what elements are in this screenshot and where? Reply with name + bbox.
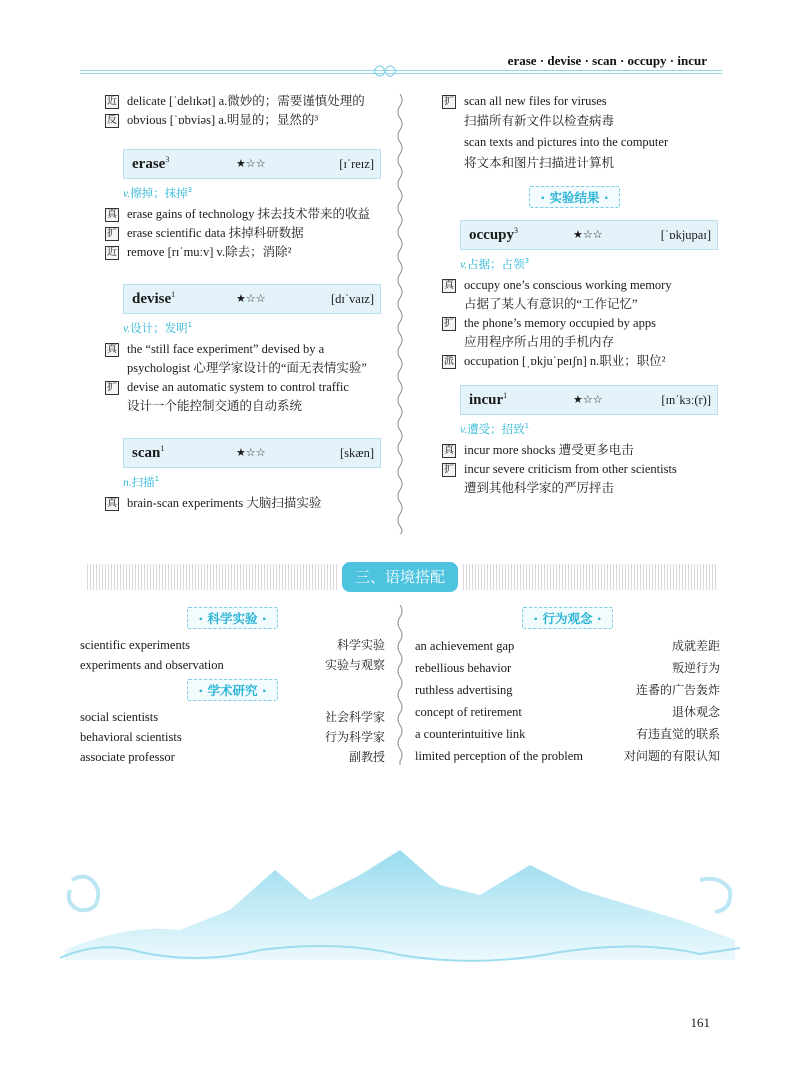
collocation-row: an achievement gap 成就差距	[415, 639, 720, 653]
word-box-occupy	[460, 220, 718, 250]
subhead-academic-research: · 学术研究 ·	[187, 679, 277, 701]
knot-ornament-icon	[372, 63, 398, 79]
phonetic: [ɪˈreɪz]	[339, 157, 374, 171]
header-rule	[80, 70, 722, 73]
collocation-row: a counterintuitive link 有违直觉的联系	[415, 727, 720, 741]
collocation-row: ruthless advertising 连番的广告轰炸	[415, 683, 720, 697]
collocation-row: rebellious behavior 叛逆行为	[415, 661, 720, 675]
right-column	[442, 92, 727, 498]
collocation-row: limited perception of the problem 对问题的有限认知	[415, 749, 720, 763]
tag-badge: 反	[107, 115, 117, 126]
entry-row: 将文本和图片扫描进计算机	[464, 156, 615, 170]
entry-row: 近 delicate [ˈdelɪkət] a.微妙的；需要谨慎处理的	[107, 94, 365, 108]
entry-row: scan texts and pictures into the computer	[464, 135, 669, 149]
headword: scan$^1$	[132, 444, 165, 461]
entry-row: 占据了某人有意识的“工作记忆”	[464, 297, 638, 311]
tag-badge: 近	[107, 96, 117, 107]
meaning: v.遭受；招致$^1$	[460, 422, 530, 436]
star-rating: ★☆☆	[236, 446, 266, 459]
collocation-row: behavioral scientists 行为科学家	[80, 730, 385, 744]
entry-row: 真 incur more shocks 遭受更多电击	[444, 443, 634, 457]
wavy-divider-lower	[395, 605, 405, 765]
collocation-row: experiments and observation 实验与观察	[80, 658, 385, 672]
subhead-experiment-result: · 实验结果 ·	[529, 186, 619, 208]
word-box-scan	[123, 438, 381, 468]
entry-row: 真 occupy one’s conscious working memory	[444, 278, 672, 292]
header-title: erase · devise · scan · occupy · incur	[507, 53, 707, 68]
headword: incur$^1$	[469, 391, 508, 408]
phonetic: [ɪnˈkɜː(r)]	[661, 393, 711, 407]
collocations-left	[80, 607, 385, 767]
star-rating: ★☆☆	[236, 157, 266, 170]
star-rating: ★☆☆	[236, 292, 266, 305]
section-band	[87, 562, 717, 592]
left-column	[105, 92, 390, 513]
entry-row: 扩 incur severe criticism from other scientists	[444, 462, 677, 476]
page-number: 161	[690, 1015, 710, 1030]
meaning: v.占据；占领$^3$	[460, 257, 530, 271]
star-rating: ★☆☆	[573, 228, 603, 241]
subhead-science-experiment: · 科学实验 ·	[187, 607, 277, 629]
phonetic: [dɪˈvaɪz]	[330, 292, 374, 306]
mountain-scroll-illustration	[60, 830, 740, 970]
collocation-row: associate professor 副教授	[80, 750, 385, 764]
headword: occupy$^3$	[469, 226, 518, 243]
collocation-row: scientific experiments 科学实验	[80, 638, 385, 652]
word-box-devise	[123, 284, 381, 314]
word-box-erase	[123, 149, 381, 179]
entry-row: 真 brain-scan experiments 大脑扫描实验	[107, 496, 322, 510]
entry-row: 扩 devise an automatic system to control traffic	[107, 380, 349, 394]
entry-row: 反 obvious [ˈɒbviəs] a.明显的；显然的³	[107, 113, 319, 127]
wavy-divider	[395, 94, 405, 534]
entry-row: 真 erase gains of technology 抹去技术带来的收益	[107, 207, 371, 221]
headword: devise$^1$	[132, 290, 176, 307]
section-title: 三、语境搭配	[342, 562, 458, 592]
entry-row: 遭到其他科学家的严厉抨击	[464, 481, 615, 495]
subhead-behavior-concept: · 行为观念 ·	[522, 607, 612, 629]
entry-row: 扩 scan all new files for viruses	[444, 94, 607, 108]
entry-row: 应用程序所占用的手机内存	[464, 335, 615, 349]
headword: erase$^3$	[132, 155, 170, 172]
entry-row: 扫描所有新文件以检查病毒	[464, 114, 615, 128]
entry-row: 派 occupation [ˌɒkjuˈpeɪʃn] n.职业；职位²	[444, 354, 666, 368]
entry-row: 近 remove [rɪˈmuːv] v.除去；消除²	[107, 245, 292, 259]
word-box-incur	[460, 385, 718, 415]
collocations-right	[415, 607, 720, 767]
meaning: v.设计；发明$^1$	[123, 321, 193, 335]
collocation-row: social scientists 社会科学家	[80, 710, 385, 724]
entry-row: 真 the “still face experiment” devised by a psychologist 心理学家设计的“面无表情实验”	[107, 342, 367, 375]
collocation-row: concept of retirement 退休观念	[415, 705, 720, 719]
meaning: n.扫描$^1$	[123, 475, 160, 489]
entry-row: 扩 the phone’s memory occupied by apps	[444, 316, 656, 330]
star-rating: ★☆☆	[573, 393, 603, 406]
meaning: v.擦掉；抹掉$^3$	[123, 186, 193, 200]
phonetic: [skæn]	[339, 446, 374, 460]
entry-row: 扩 erase scientific data 抹掉科研数据	[107, 226, 304, 240]
phonetic: [ˈɒkjupaɪ]	[660, 228, 711, 242]
translation: 设计一个能控制交通的自动系统	[127, 399, 303, 413]
